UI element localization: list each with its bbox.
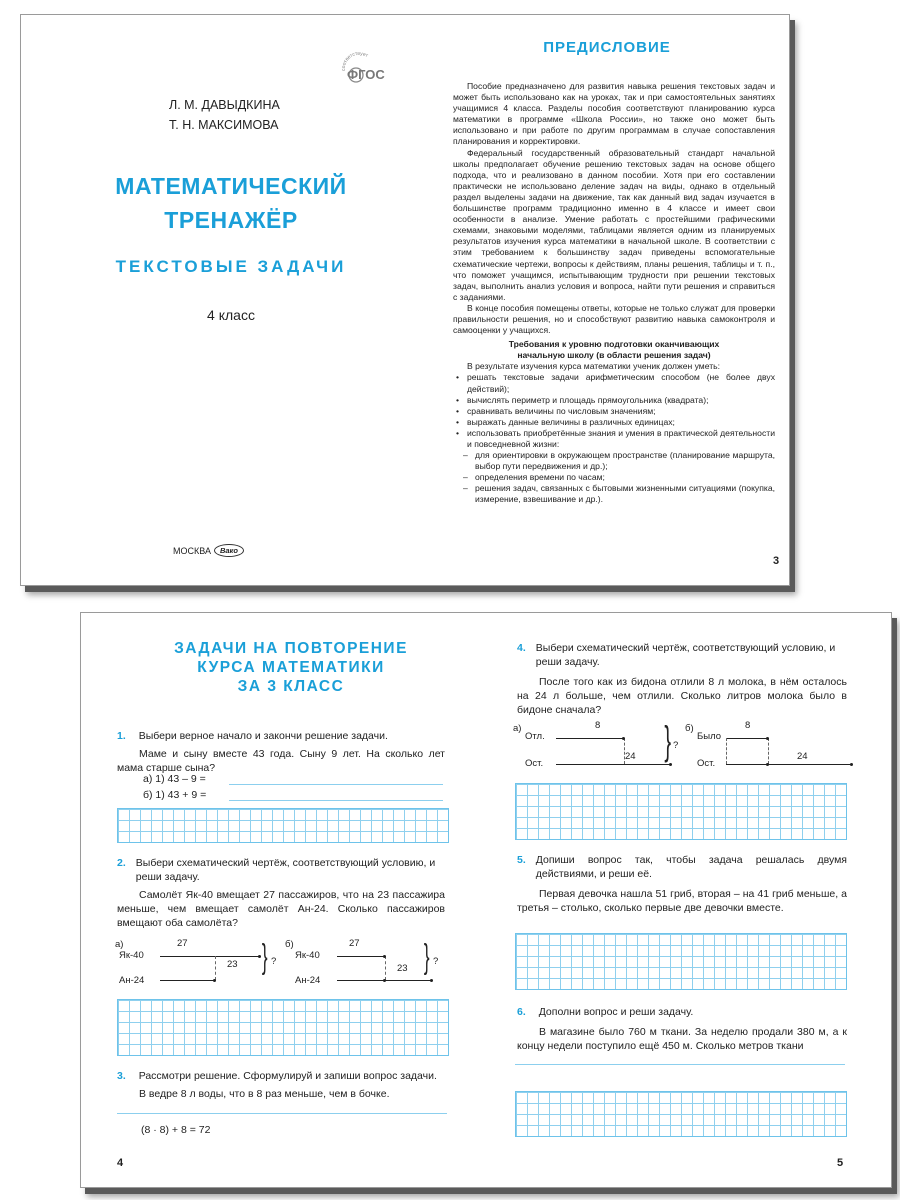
answer-grid[interactable]	[117, 808, 449, 843]
publisher-line	[173, 544, 244, 557]
task-instruction: Рассмотри решение. Сформулируй и запиши вопрос задачи.	[138, 1070, 437, 1082]
scheme-row-label: Ан-24	[295, 975, 321, 986]
scheme-b	[685, 720, 855, 769]
preface-paragraph: В конце пособия помещены ответы, которые не только служат для проверки правильности решения, но и способствуют развитию навыка самоконтроля и самооценки у учащихся.	[453, 302, 775, 336]
preface-paragraph: Пособие предназначено для развития навыка решения текстовых задач и может быть использовано как на уроках, так и при самостоятельных занятиях учащимися 4 класса. Разделы пособия соответствуют планированию курса математики в программе «Школа России», но также оно может быть использовано и при работе по другим программам в случае сопоставления планирования и корректировки.	[453, 81, 775, 147]
list-subitem: – определения времени по часам;	[453, 472, 775, 483]
page-number: 5	[837, 1157, 844, 1169]
scheme-point	[383, 979, 386, 982]
task-number: 5.	[517, 854, 526, 866]
list-item: • сравнивать величины по числовым значениям;	[453, 406, 775, 417]
scheme-question: ?	[673, 740, 679, 751]
option-b: б) 1) 43 + 9 =	[143, 789, 207, 801]
scheme-a	[115, 939, 265, 985]
list-subitem: – для ориентировки в окружающем пространстве (планирование маршрута, выбор пути передвижения и др.);	[453, 450, 775, 472]
scheme-row-label: Ан-24	[119, 975, 145, 986]
scheme-segment	[160, 956, 260, 957]
scheme-dash	[768, 738, 769, 764]
page-heading-line: КУРСА МАТЕМАТИКИ	[197, 659, 385, 676]
page-number: 4	[117, 1157, 124, 1169]
scheme-segment	[726, 738, 768, 739]
scheme-row-label: Ост.	[697, 758, 716, 769]
task-number: 1.	[117, 730, 126, 742]
preface-heading: ПРЕДИСЛОВИЕ	[543, 39, 671, 56]
book-title-line-1: МАТЕМАТИЧЕСКИЙ	[115, 173, 347, 199]
list-item: • вычислять периметр и площадь прямоугольника (квадрата);	[453, 395, 775, 406]
task-instruction: Допиши вопрос так, чтобы задача решалась двумя действиями, и реши её.	[535, 854, 847, 880]
task-2	[117, 856, 445, 930]
task-number: 4.	[517, 642, 526, 654]
exercise-spread	[80, 612, 892, 1188]
task-instruction: Выбери верное начало и закончи решение задачи.	[138, 730, 388, 742]
task-6	[517, 1005, 847, 1053]
scheme-value: 8	[595, 720, 601, 731]
scheme-point	[622, 737, 625, 740]
scheme-letter: а)	[513, 723, 522, 734]
page-number: 3	[773, 555, 780, 567]
authors	[169, 95, 280, 135]
brace-icon: }	[664, 719, 672, 763]
fgos-logo-text: ФГОС	[347, 67, 385, 82]
answer-line[interactable]	[117, 1113, 447, 1114]
scheme-point	[766, 737, 769, 740]
scheme-value: 24	[625, 751, 636, 762]
scheme-segment	[556, 738, 624, 739]
answer-grid[interactable]	[515, 783, 847, 840]
scheme-point	[258, 955, 261, 958]
answer-line[interactable]	[229, 800, 443, 801]
task-text: В ведре 8 л воды, что в 8 раз меньше, чем в бочке.	[139, 1088, 390, 1100]
scheme-value: 23	[227, 959, 238, 970]
option-a: а) 1) 43 – 9 =	[143, 773, 206, 785]
scheme-dash	[215, 956, 216, 980]
list-item: • решать текстовые задачи арифметическим способом (не более двух действий);	[453, 372, 775, 394]
requirements-heading-line-1: Требования к уровню подготовки оканчивающих	[508, 339, 720, 350]
answer-grid[interactable]	[515, 933, 847, 990]
scheme-segment	[556, 764, 671, 765]
scheme-question: ?	[271, 956, 277, 967]
task-text: Самолёт Як-40 вмещает 27 пассажиров, что на 23 пассажира меньше, чем вмещает самолёт Ан-24. Сколько пассажиров вмещают оба самолёта?	[117, 889, 445, 929]
solution: (8 · 8) + 8 = 72	[141, 1124, 211, 1136]
scheme-a	[513, 720, 673, 769]
scheme-point	[383, 955, 386, 958]
scheme-point	[430, 979, 433, 982]
cover-spread	[20, 14, 790, 586]
scheme-value: 27	[349, 938, 360, 949]
answer-line[interactable]	[229, 784, 443, 785]
fgos-logo	[339, 45, 389, 85]
answer-grid[interactable]	[515, 1091, 847, 1137]
scheme-row-label: Як-40	[295, 950, 320, 961]
scheme-b	[285, 939, 435, 985]
list-item: • использовать приобретённые знания и умения в практической деятельности и повседневной жизни:	[453, 428, 775, 450]
author-1: Л. М. ДАВЫДКИНА	[169, 98, 280, 112]
requirements-list	[453, 372, 775, 505]
preface-body	[453, 81, 775, 506]
scheme-letter: б)	[285, 939, 294, 950]
scheme-letter: б)	[685, 723, 694, 734]
task-number: 2.	[117, 857, 126, 869]
requirements-intro: В результате изучения курса математики ученик должен уметь:	[467, 361, 721, 372]
scheme-segment	[160, 980, 215, 981]
page-heading-line: ЗА 3 КЛАСС	[237, 678, 345, 695]
scheme-question: ?	[433, 956, 439, 967]
task-number: 6.	[517, 1006, 526, 1018]
grade: 4 класс	[207, 307, 255, 323]
page-heading-line: ЗАДАЧИ НА ПОВТОРЕНИЕ	[174, 640, 408, 657]
author-2: Т. Н. МАКСИМОВА	[169, 118, 279, 132]
scheme-value: 8	[745, 720, 751, 731]
scheme-value: 24	[797, 751, 808, 762]
scheme-point	[766, 763, 769, 766]
scheme-letter: а)	[115, 939, 124, 950]
task-instruction: Дополни вопрос и реши задачу.	[538, 1006, 694, 1018]
scheme-value: 23	[397, 963, 408, 974]
brace-icon: }	[261, 938, 268, 976]
task-number: 3.	[117, 1070, 126, 1082]
task-text: В магазине было 760 м ткани. За неделю продали 380 м, а к концу недели поступило ещё 450 м. Сколько метров ткани	[517, 1026, 847, 1052]
scheme-row-label: Ост.	[525, 758, 544, 769]
preface-paragraph: Федеральный государственный образовательный стандарт начальной школы предполагает обучение решению текстовых задач на основе общего подхода, что и реализовано в данном пособии. Хотя при его составлении практически не использовано деление задач на виды, однако в отдельный раздел выделены задачи на движение, так как данный вид задач изучается в большинстве программ традиционно именно в 4 классе и имеет свои особенности в анализе. Умение работать с простейшими графическими схемами, знаковыми моделями, таблицами является одним из планируемых результатов изучения курса математики в начальной школе. В соответствии с этим требованием к большинству задач приведены вспомогательные схематические чертежи, вопросы к действиям, планы решения, таблицы и т. п., что поможет учащимся, испытывающим трудности при решении текстовых задач, выполнить анализ условия и вопроса, найти пути решения и справиться с заданиями.	[453, 147, 775, 302]
requirements-heading	[453, 339, 775, 361]
publisher-logo: Вако	[214, 544, 244, 557]
page-heading	[121, 639, 461, 696]
task-text: Маме и сыну вместе 43 года. Сыну 9 лет. На сколько лет мама старше сына?	[117, 748, 445, 774]
scheme-row-label: Отл.	[525, 731, 545, 742]
scheme-segment	[337, 956, 385, 957]
scheme-point	[213, 979, 216, 982]
task-instruction: Выбери схематический чертёж, соответствующий условию, и реши задачу.	[535, 642, 836, 668]
scheme-segment	[726, 764, 852, 765]
scheme-dash	[624, 738, 625, 764]
task-1	[117, 729, 445, 775]
scheme-dash	[726, 738, 727, 764]
task-5	[517, 853, 847, 915]
publisher-city: МОСКВА	[173, 545, 211, 556]
scheme-point	[850, 763, 853, 766]
list-subitem: – решения задач, связанных с бытовыми жизненными ситуациями (покупка, измерение, взвешивание и др.).	[453, 483, 775, 505]
list-item: • выражать данные величины в различных единицах;	[453, 417, 775, 428]
book-title-line-2: ТРЕНАЖЁР	[164, 207, 298, 233]
task-4	[517, 641, 847, 717]
task-text: Первая девочка нашла 51 гриб, вторая – на 41 гриб меньше, а третья – столько, сколько первые две девочки вместе.	[517, 888, 847, 914]
scheme-value: 27	[177, 938, 188, 949]
brace-icon: }	[423, 938, 430, 976]
answer-line[interactable]	[515, 1064, 845, 1065]
scheme-row-label: Было	[697, 731, 721, 742]
requirements-heading-line-2: начальную школу (в области решения задач)	[517, 350, 711, 361]
fgos-arc-text: соответствует	[340, 50, 369, 72]
book-subtitle: ТЕКСТОВЫЕ ЗАДАЧИ	[115, 257, 347, 276]
task-text: После того как из бидона отлили 8 л молока, в нём осталось на 24 л больше, чем отлили. Сколько литров молока было в бидоне сначала?	[517, 676, 847, 716]
scheme-dash	[385, 956, 386, 980]
scheme-row-label: Як-40	[119, 950, 144, 961]
book-title	[81, 169, 381, 237]
task-3	[117, 1069, 447, 1101]
answer-grid[interactable]	[117, 999, 449, 1056]
task-instruction: Выбери схематический чертёж, соответствующий условию, и реши задачу.	[135, 857, 436, 883]
